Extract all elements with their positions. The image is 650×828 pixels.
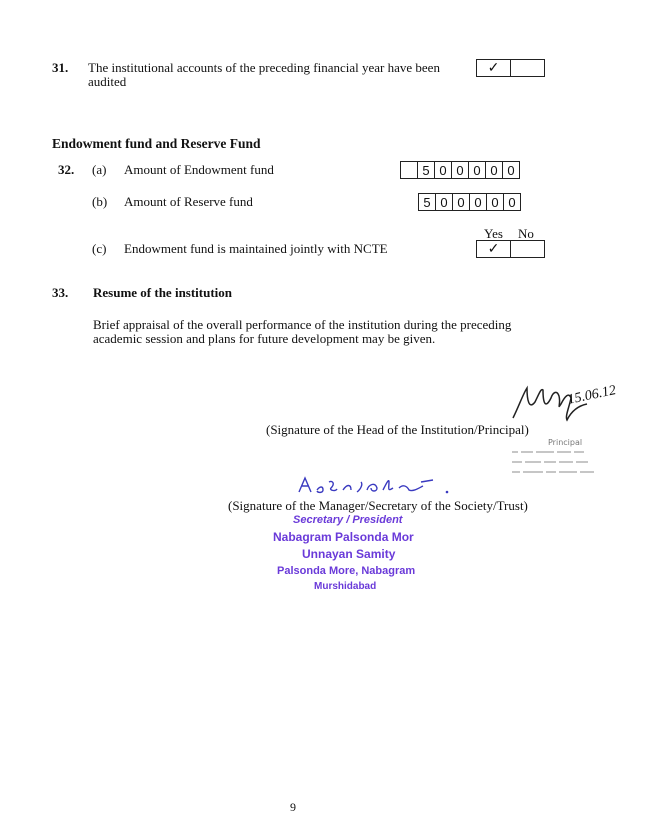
digit-cell: 0 [435, 162, 452, 178]
yes-label: Yes [484, 226, 503, 241]
digit-cell: 0 [470, 194, 487, 210]
stamp-line-1: Secretary / President [293, 514, 403, 526]
q32-number: 32. [58, 162, 75, 177]
digit-cell: 0 [508, 194, 516, 210]
stamp-line-4: Palsonda More, Nabagram [277, 565, 416, 577]
q31-number: 31. [52, 60, 69, 75]
q32c-label: (c) [92, 241, 107, 256]
q32b-text: Amount of Reserve fund [124, 194, 253, 209]
q32a-digit-boxes [400, 161, 520, 179]
head-signature-caption: (Signature of the Head of the Institution/Principal) [266, 422, 529, 437]
q33-line2: academic session and plans for future development may be given. [93, 331, 436, 346]
q32b-label: (b) [92, 194, 108, 209]
manager-signature-caption: (Signature of the Manager/Secretary of the Society/Trust) [228, 498, 528, 513]
q31-answer-box [476, 59, 545, 77]
q32a-label: (a) [92, 162, 107, 177]
digit-cell: 0 [452, 162, 469, 178]
section-heading: Endowment fund and Reserve Fund [52, 136, 261, 151]
q31-text: The institutional accounts of the preceding financial year have been [88, 60, 440, 75]
q32a-text: Amount of Endowment fund [124, 162, 274, 177]
q32c-yes-cell [477, 241, 511, 257]
digit-cell: 5 [419, 194, 436, 210]
tick-mark: ✓ [487, 241, 500, 257]
q32c-no-cell [511, 241, 544, 257]
no-label: No [518, 226, 534, 241]
page-number: 9 [290, 800, 296, 814]
q32b-digit-boxes [418, 193, 521, 211]
q31-text-cont: audited [88, 74, 127, 89]
tick-mark: ✓ [487, 60, 500, 76]
q32c-answer-box [476, 240, 545, 258]
manager-signature [295, 472, 455, 498]
digit-cell: 5 [418, 162, 435, 178]
principal-seal-image [510, 448, 630, 484]
q33-line1: Brief appraisal of the overall performance of the institution during the preceding [93, 317, 512, 332]
stamp-line-2: Nabagram Palsonda Mor [273, 530, 414, 544]
digit-cell [401, 162, 418, 178]
digit-cell: 0 [453, 194, 470, 210]
q31-no-cell [511, 60, 544, 76]
q32c-text: Endowment fund is maintained jointly with NCTE [124, 241, 388, 256]
signature-date: 15.06.12 [566, 382, 618, 408]
seal-title: Principal [548, 438, 583, 447]
q33-heading: Resume of the institution [93, 285, 233, 300]
digit-cell: 0 [436, 194, 453, 210]
q31-yes-cell [477, 60, 511, 76]
digit-cell: 0 [469, 162, 486, 178]
digit-cell: 0 [487, 194, 504, 210]
q33-number: 33. [52, 285, 69, 300]
stamp-line-5: Murshidabad [314, 581, 377, 592]
digit-cell: 0 [507, 162, 515, 178]
digit-cell: 0 [486, 162, 503, 178]
stamp-line-3: Unnayan Samity [302, 547, 396, 561]
